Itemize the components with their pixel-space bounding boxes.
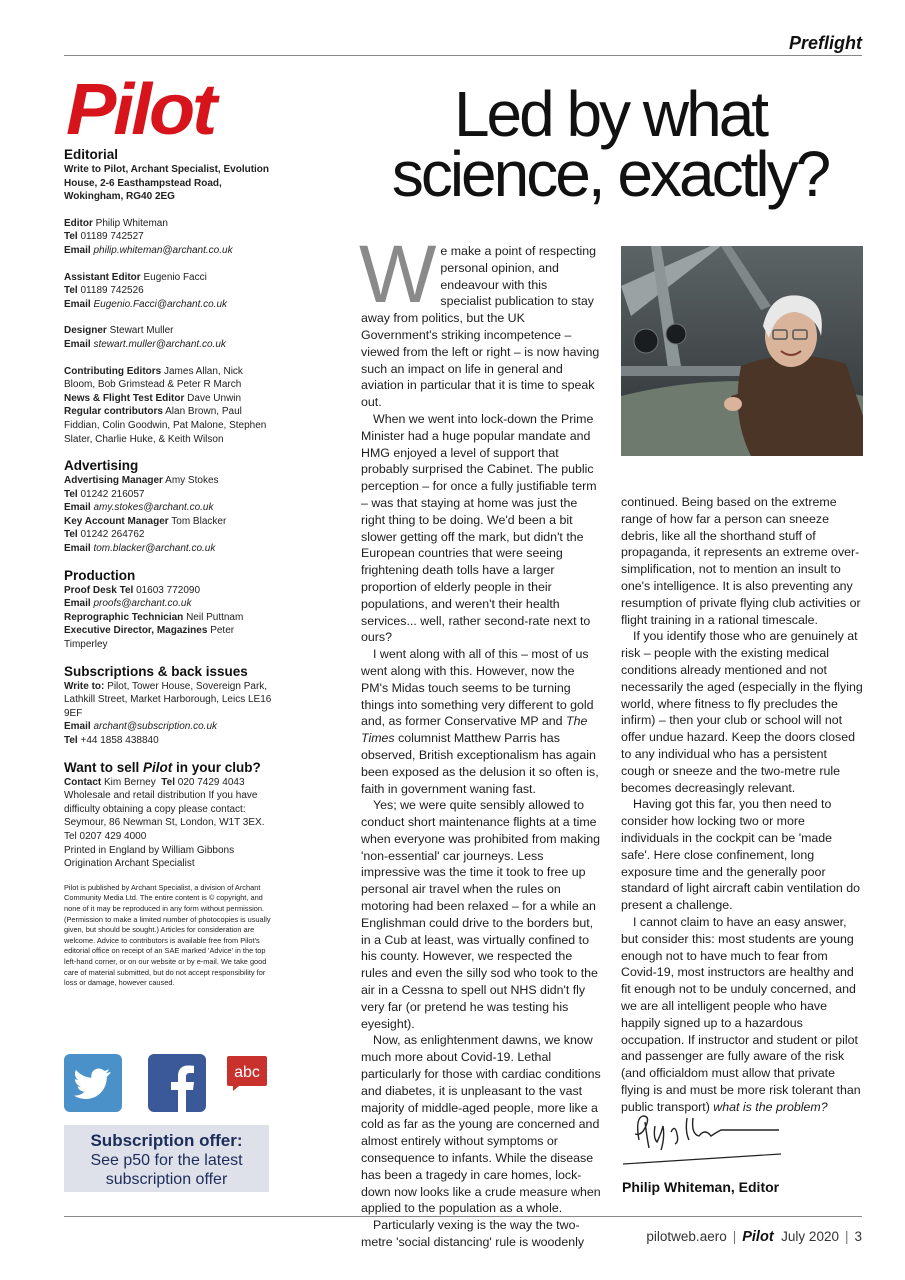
designer-line: Designer Stewart Muller: [64, 325, 174, 337]
top-divider: [64, 55, 862, 56]
subscription-offer-title: Subscription offer:: [90, 1131, 243, 1150]
editor-signature: [621, 1108, 783, 1168]
designer-email[interactable]: Email stewart.muller@archant.co.uk: [64, 338, 226, 350]
repro-technician: Reprographic Technician Neil Puttnam: [64, 611, 244, 623]
subscriptions-heading: Subscriptions & back issues: [64, 663, 248, 679]
assistant-editor-line: Assistant Editor Eugenio Facci: [64, 271, 207, 283]
printer-info: Printed in England by William Gibbons: [64, 844, 235, 856]
key-account-tel: Tel 01242 264762: [64, 529, 145, 541]
editorial-heading: Editorial: [64, 147, 119, 162]
subscriptions-tel: Tel +44 1858 438840: [64, 735, 159, 746]
paragraph: I cannot claim to have an easy answer, but consider this: most students are young enough not to have much to fear from Covid-19, most instructors are healthy and fit enough not to be unduly concerned, and we are all intelligent people who have happily signed up to a hazardous occupation. If instructor and student or pilot and passenger are fully aware of the risk (and officialdom must allow that private flying is and must be more risk tolerant than public transport) what is the problem?: [621, 914, 861, 1114]
paragraph: Particularly vexing is the way the two-metre 'social distancing' rule is woodenly: [361, 1218, 585, 1250]
paragraph: When we went into lock-down the Prime Minister had a huge popular mandate and HMG enjoyed a level of support that probably surprised the Cabinet. The public perception – for once a fully justifiable term – was that staying at home was just the right thing to be doing. We'd been a bit slower getting off the mark, but didn't the European countries that were seeing frightening death tolls have a larger proportion of elderly people in their populations, and weren't their health services... well, rather second-rate next to ours?: [361, 411, 597, 645]
article-column-2: [621, 494, 863, 1115]
regular-contributors: Regular contributors Alan Brown, Paul Fiddian, Colin Goodwin, Pat Malone, Stephen Slater, Charlie Huke, & Keith Wilson: [64, 406, 267, 445]
contributing-editors: Contributing Editors James Allan, Nick Bloom, Bob Grimstead & Peter R March: [64, 365, 243, 391]
proof-desk: Proof Desk Tel 01603 772090: [64, 584, 201, 596]
origination-info: Origination Archant Specialist: [64, 858, 195, 870]
section-label: Preflight: [788, 33, 862, 53]
key-account-email[interactable]: Email tom.blacker@archant.co.uk: [64, 543, 216, 555]
editor-cockpit-photo: [621, 246, 863, 456]
svg-text:abc: abc: [234, 1064, 260, 1081]
assistant-editor-tel: Tel 01189 742526: [64, 285, 144, 297]
editor-tel: Tel 01189 742527: [64, 231, 144, 243]
ad-manager-tel: Tel 01242 216057: [64, 488, 145, 500]
page-number: 3: [854, 1229, 862, 1244]
article-column-1: [359, 229, 601, 1251]
page-footer: pilotweb.aero | Pilot July 2020 | 3: [646, 1229, 862, 1245]
editor-line: Editor Philip Whiteman: [64, 217, 168, 229]
editorial-address: Write to Pilot, Archant Specialist, Evolution House, 2-6 Easthampstead Road, Wokingham, RG40 2EG: [64, 164, 270, 203]
paragraph: I went along with all of this – most of us went along with this. However, now the PM's Midas touch seems to be turning things into something very different to gold and, as former Conservative MP and The Times columnist Matthew Parris has observed, British exceptionalism has again been exposed as the delusion it so often is, faith in government waning fast.: [361, 647, 599, 796]
drop-cap: W: [359, 229, 437, 320]
distribution-info: Wholesale and retail distribution If you have difficulty obtaining a copy please contact: Seymour, 86 Newman St, London, W1T 3EX. Tel 0207 429 4000: [64, 790, 265, 842]
production-heading: Production: [64, 567, 136, 583]
proof-email[interactable]: Email proofs@archant.co.uk: [64, 598, 192, 610]
facebook-icon[interactable]: [148, 1054, 206, 1112]
footer-issue: July 2020: [781, 1229, 839, 1244]
article-headline: Led by what science, exactly?: [391, 78, 829, 210]
editor-signoff: Philip Whiteman, Editor: [622, 1179, 780, 1195]
news-editor: News & Flight Test Editor Dave Unwin: [64, 392, 242, 404]
paragraph: continued. Being based on the extreme range of how far a person can sneeze debris, like all the shorthand stuff of propaganda, it represents an extreme over-simplification, not to mention an insult to one's intelligence. It is also preventing any resumption of private flying club activities or flight training in a rational timescale.: [621, 495, 861, 627]
abc-icon[interactable]: [225, 1054, 269, 1092]
sell-pilot-heading: Want to sell Pilot in your club?: [64, 759, 261, 775]
subscriptions-address: Write to: Pilot, Tower House, Sovereign Park, Lathkill Street, Market Harborough, Leics LE16 9EF: [64, 680, 272, 719]
paragraph: Yes; we were quite sensibly allowed to conduct short maintenance flights at a time when everyone was prohibited from making 'non-essential' car journeys. Less impressive was the time it took to free up personal air travel when the rules on motoring had been relaxed – for a while an Englishman could drive to the borders but, in a Cub at least, was virtually confined to his county. However, we respected the rules and even the silly sod who took to the air in a Cessna to spell out NHS didn't fly very far (or pretend he was testing his eyesight).: [361, 798, 600, 1031]
legal-notice: Pilot is published by Archant Specialist, a division of Archant Community Media Ltd. The entire content is © copyright, and none of it may be reproduced in any form without permission. (Permission to make a limited number of photocopies is usually given, but should be sought.) Articles for consideration are welcome. Advice to contributors is available free from Pilot's editorial office on receipt of an SAE marked 'Advice' in the top left-hand corner, or on our website or by e-mail. We take good care of material submitted, but do not accept responsibility for loss or damage, however caused.: [64, 882, 271, 988]
ad-manager: Advertising Manager Amy Stokes: [64, 475, 219, 487]
subscription-offer-box[interactable]: [64, 1125, 269, 1192]
editor-email[interactable]: Email philip.whiteman@archant.co.uk: [64, 244, 233, 256]
executive-director: Executive Director, Magazines Peter Timperley: [64, 625, 235, 651]
twitter-icon[interactable]: [64, 1054, 122, 1112]
key-account-manager: Key Account Manager Tom Blacker: [64, 515, 227, 527]
footer-brand: Pilot: [742, 1229, 774, 1245]
subscription-offer-text: See p50 for the latest subscription offer: [90, 1152, 243, 1188]
paragraph: We make a point of respecting personal opinion, and endeavour with this specialist publication to stay away from politics, but the UK Government's striking incompetence – viewed from the left or right – is now having such an impact on life in general and aviation in particular that it is time to speak out.: [359, 229, 600, 410]
pilot-logo: Pilot: [66, 70, 215, 150]
ad-manager-email[interactable]: Email amy.stokes@archant.co.uk: [64, 502, 214, 514]
paragraph: Now, as enlightenment dawns, we know much more about Covid-19. Lethal particularly for those with cardiac conditions and diabetes, it is unpleasant to the vast majority of middle-aged people, more like a cold as far as the young are concerned and almost entirely without symptoms or consequence to infants. While the disease has been a tragedy in care homes, lock-down now looks like a crude measure when applied to the population as a whole.: [361, 1033, 601, 1216]
paragraph: If you identify those who are genuinely at risk – people with the existing medical conditions already mentioned and not necessarily the aged (especially in the flying world, where fitness to fly precludes the infirm) – then your club or school will not offer undue hazard. Keep the doors closed to any individual who has a persistent cough or sneeze and the two-metre rule becomes decreasingly relevant.: [621, 629, 863, 795]
footer-website[interactable]: pilotweb.aero: [646, 1229, 727, 1244]
sell-contact: Contact Kim Berney Tel 020 7429 4043: [64, 776, 245, 788]
masthead-sidebar: [64, 147, 276, 989]
paragraph: Having got this far, you then need to consider how locking two or more individuals in the cockpit can be 'made safe'. Here close confinement, long exposure time and the generally poor standard of light aircraft cabin ventilation do present a challenge.: [621, 797, 861, 913]
bottom-divider: [64, 1216, 862, 1217]
advertising-heading: Advertising: [64, 458, 139, 474]
assistant-editor-email[interactable]: Email Eugenio.Facci@archant.co.uk: [64, 298, 228, 310]
subscriptions-email[interactable]: Email archant@subscription.co.uk: [64, 721, 218, 733]
